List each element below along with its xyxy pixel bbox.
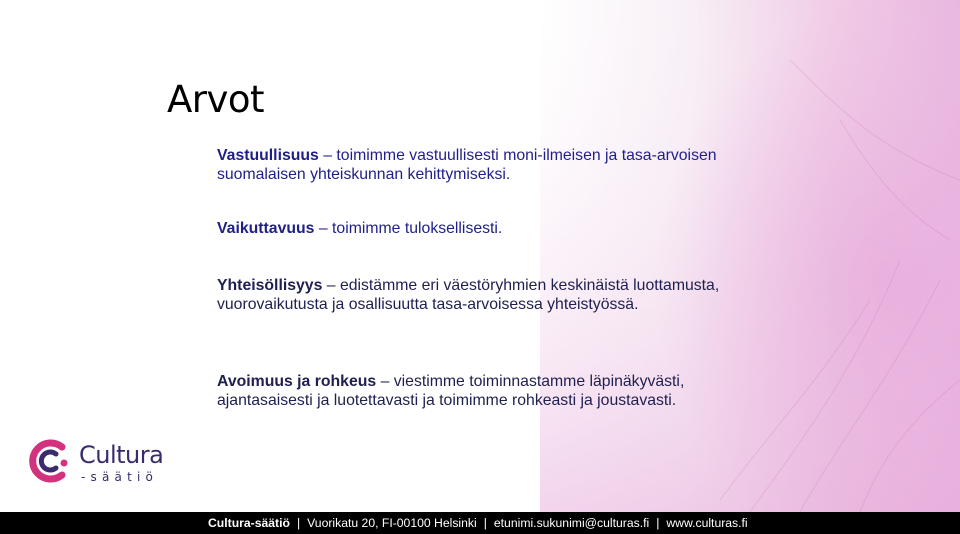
footer-website[interactable]: www.culturas.fi (666, 516, 748, 530)
footer-address: Vuorikatu 20, FI-00100 Helsinki (307, 516, 477, 530)
footer-bar (0, 512, 960, 534)
footer-separator: | (483, 516, 487, 530)
footer-email[interactable]: etunimi.sukunimi@culturas.fi (493, 516, 650, 530)
value-text: – edistämme eri väestöryhmien keskinäistä luottamusta, vuorovaikutusta ja osallisuutta tasa-arvoisessa yhteistyössä. (217, 277, 720, 313)
value-item-yhteisollisyys (217, 276, 777, 314)
value-text: – toimimme tuloksellisesti. (314, 220, 503, 237)
value-label: Vastuullisuus (217, 147, 319, 164)
background-art (540, 0, 960, 512)
footer-separator: | (296, 516, 301, 530)
value-label: Yhteisöllisyys (217, 277, 323, 294)
value-item-vastuullisuus (217, 146, 777, 184)
value-item-avoimuus (217, 372, 757, 410)
value-item-vaikuttavuus (217, 219, 502, 238)
logo-subtitle: -säätiö (81, 470, 159, 484)
logo-name: Cultura (79, 441, 164, 469)
value-text: – viestimme toiminnastamme läpinäkyvästi, ajantasaisesti ja luotettavasti ja toimimme rohkeasti ja joustavasti. (217, 373, 685, 409)
value-label: Avoimuus ja rohkeus (217, 373, 377, 390)
footer-org: Cultura-säätiö (208, 516, 290, 530)
cultura-logo-icon (22, 433, 76, 487)
slide-title: Arvot (167, 78, 265, 121)
footer-content (208, 512, 748, 534)
cultura-logo (22, 433, 162, 493)
footer-separator: | (656, 516, 660, 530)
value-label: Vaikuttavuus (217, 220, 315, 237)
value-text: – toimimme vastuullisesti moni-ilmeisen ja tasa-arvoisen suomalaisen yhteiskunnan kehittymiseksi. (217, 147, 717, 183)
